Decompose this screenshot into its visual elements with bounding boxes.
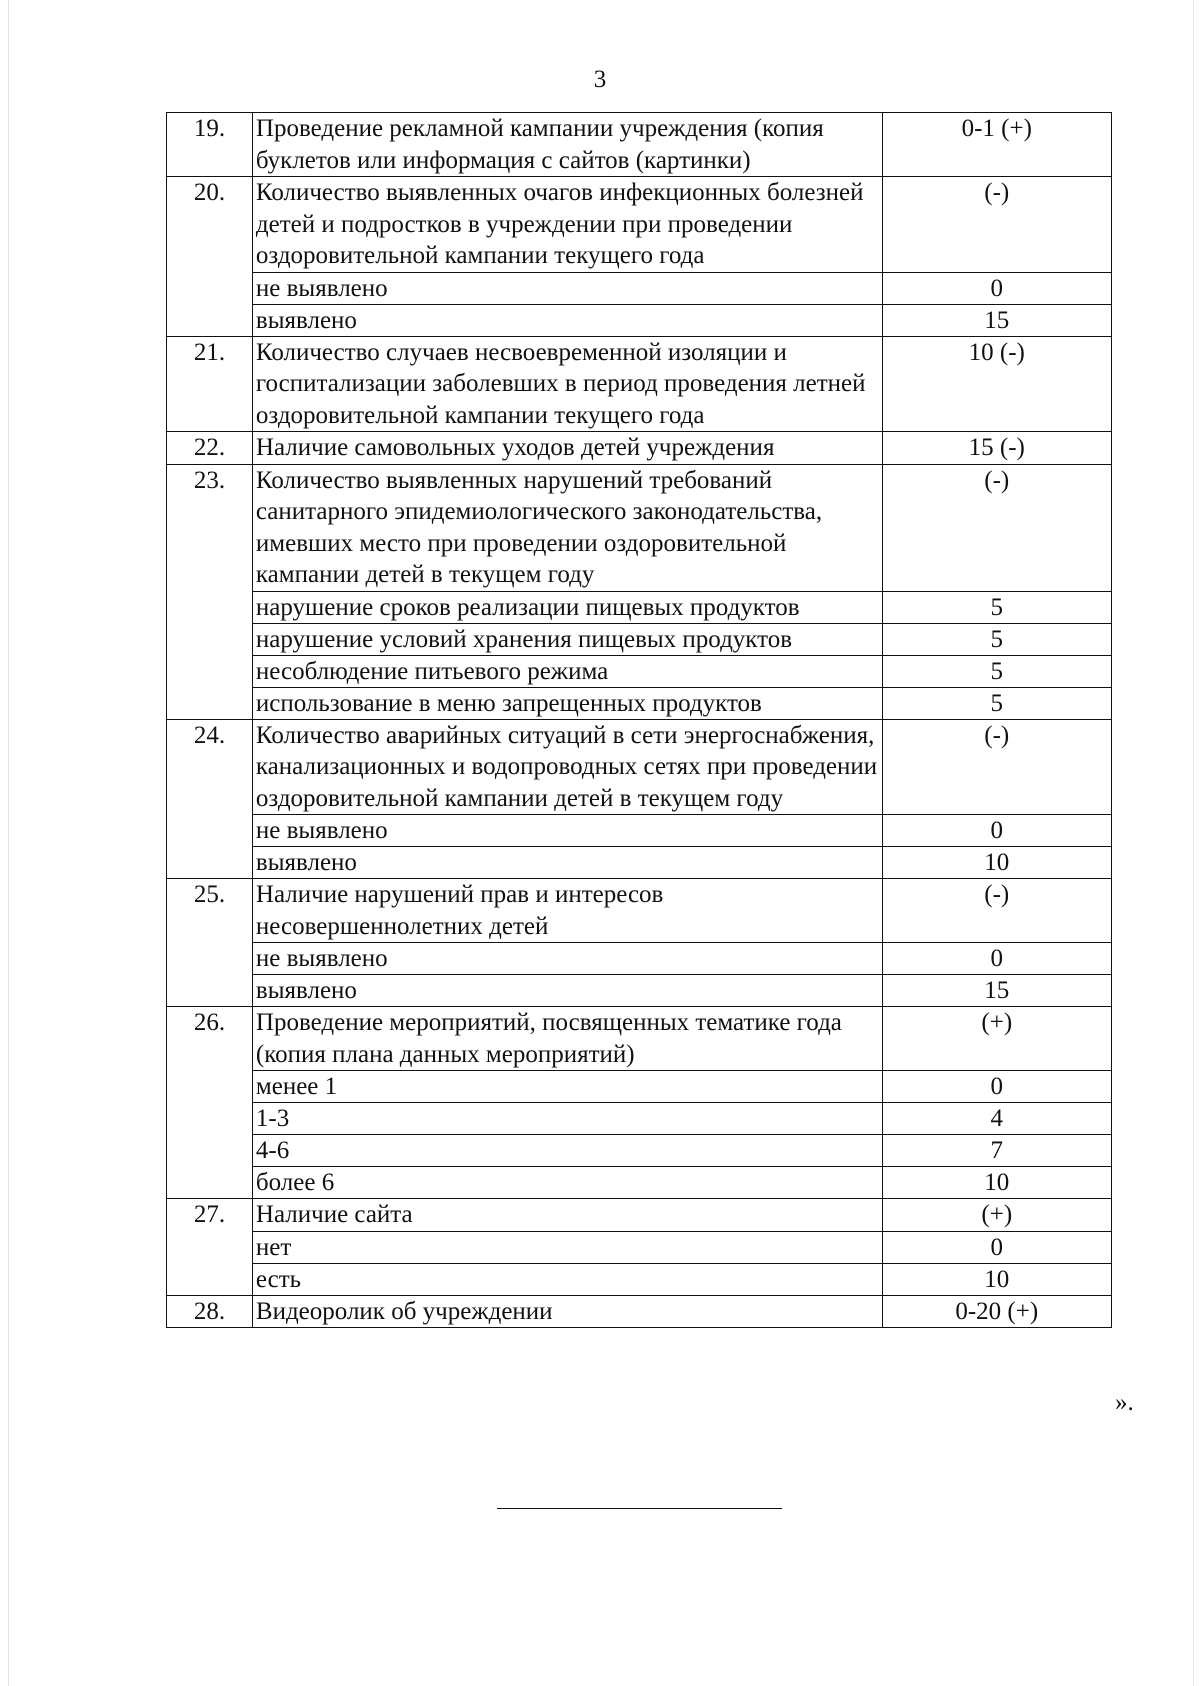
option-score: 0 (882, 943, 1111, 975)
scan-edge-left (8, 0, 9, 1686)
option-row (167, 655, 1112, 687)
option-score: 5 (882, 623, 1111, 655)
option-score: 5 (882, 655, 1111, 687)
item-description: Количество аварийных ситуаций в сети энергоснабжения, канализационных и водопроводных сетях при проведении оздоровительной кампании детей в текущем году (252, 719, 882, 815)
option-label: не выявлено (252, 272, 882, 304)
table-row (167, 177, 1112, 273)
option-row (167, 687, 1112, 719)
item-description: Проведение мероприятий, посвященных тематике года (копия плана данных мероприятий) (252, 1007, 882, 1071)
option-score: 0 (882, 272, 1111, 304)
option-label: выявлено (252, 975, 882, 1007)
item-number: 24. (167, 719, 253, 879)
option-label: не выявлено (252, 943, 882, 975)
table-row (167, 719, 1112, 815)
option-label: нарушение условий хранения пищевых продуктов (252, 623, 882, 655)
item-number: 25. (167, 879, 253, 1007)
item-number: 20. (167, 177, 253, 337)
option-label: более 6 (252, 1167, 882, 1199)
item-number: 19. (167, 113, 253, 177)
item-score: (+) (882, 1199, 1111, 1232)
option-row (167, 304, 1112, 336)
option-label: несоблюдение питьевого режима (252, 655, 882, 687)
item-score: 10 (-) (882, 336, 1111, 432)
option-label: выявлено (252, 304, 882, 336)
closing-quote: ». (1115, 1389, 1134, 1416)
option-label: выявлено (252, 847, 882, 879)
option-row (167, 1103, 1112, 1135)
item-description: Количество выявленных нарушений требований санитарного эпидемиологического законодательства, имевших место при проведении оздоровительной кампании детей в текущем году (252, 464, 882, 591)
page-number: 3 (593, 66, 607, 93)
table-row (167, 1199, 1112, 1232)
item-number: 23. (167, 464, 253, 719)
option-label: 1-3 (252, 1103, 882, 1135)
option-score: 7 (882, 1135, 1111, 1167)
option-label: нарушение сроков реализации пищевых продуктов (252, 591, 882, 623)
item-description: Проведение рекламной кампании учреждения (копия буклетов или информация с сайтов (картинки) (252, 113, 882, 177)
option-row (167, 1263, 1112, 1295)
item-score: 0-20 (+) (882, 1295, 1111, 1328)
option-row (167, 623, 1112, 655)
option-row (167, 1167, 1112, 1199)
item-number: 21. (167, 336, 253, 432)
option-row (167, 975, 1112, 1007)
option-label: нет (252, 1231, 882, 1263)
item-score: (-) (882, 177, 1111, 273)
criteria-table (166, 112, 1112, 1328)
scan-edge-right (1193, 0, 1194, 1686)
table-row (167, 113, 1112, 177)
item-description: Количество выявленных очагов инфекционных болезней детей и подростков в учреждении при проведении оздоровительной кампании текущего года (252, 177, 882, 273)
item-description: Наличие нарушений прав и интересов несовершеннолетних детей (252, 879, 882, 943)
option-label: 4-6 (252, 1135, 882, 1167)
option-score: 0 (882, 815, 1111, 847)
item-score: (-) (882, 464, 1111, 591)
option-score: 5 (882, 687, 1111, 719)
option-score: 15 (882, 304, 1111, 336)
item-score: (+) (882, 1007, 1111, 1071)
item-number: 27. (167, 1199, 253, 1296)
option-score: 0 (882, 1071, 1111, 1103)
option-row (167, 943, 1112, 975)
option-score: 5 (882, 591, 1111, 623)
option-score: 10 (882, 1167, 1111, 1199)
item-number: 28. (167, 1295, 253, 1328)
end-separator-line (497, 1508, 782, 1509)
item-score: (-) (882, 719, 1111, 815)
option-row (167, 1071, 1112, 1103)
option-label: менее 1 (252, 1071, 882, 1103)
option-row (167, 1135, 1112, 1167)
item-description: Наличие сайта (252, 1199, 882, 1232)
option-score: 0 (882, 1231, 1111, 1263)
item-description: Видеоролик об учреждении (252, 1295, 882, 1328)
item-score: 0-1 (+) (882, 113, 1111, 177)
item-score: (-) (882, 879, 1111, 943)
table-row (167, 879, 1112, 943)
option-score: 10 (882, 1263, 1111, 1295)
table-row (167, 1295, 1112, 1328)
option-label: не выявлено (252, 815, 882, 847)
option-row (167, 815, 1112, 847)
item-number: 22. (167, 432, 253, 465)
item-score: 15 (-) (882, 432, 1111, 465)
option-row (167, 847, 1112, 879)
table-row (167, 1007, 1112, 1071)
table-row (167, 464, 1112, 591)
option-score: 4 (882, 1103, 1111, 1135)
option-score: 10 (882, 847, 1111, 879)
item-description: Количество случаев несвоевременной изоляции и госпитализации заболевших в период проведения летней оздоровительной кампании текущего года (252, 336, 882, 432)
table-row (167, 432, 1112, 465)
option-label: использование в меню запрещенных продуктов (252, 687, 882, 719)
option-row (167, 272, 1112, 304)
option-label: есть (252, 1263, 882, 1295)
option-row (167, 591, 1112, 623)
option-row (167, 1231, 1112, 1263)
item-number: 26. (167, 1007, 253, 1199)
item-description: Наличие самовольных уходов детей учреждения (252, 432, 882, 465)
option-score: 15 (882, 975, 1111, 1007)
table-row (167, 336, 1112, 432)
